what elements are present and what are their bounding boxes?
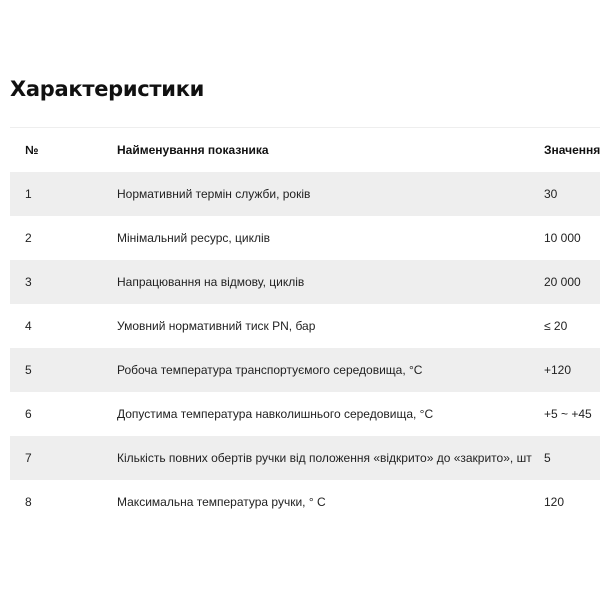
- row-number: 4: [25, 319, 32, 333]
- specs-table: [10, 127, 600, 524]
- row-name: Мінімальний ресурс, циклів: [117, 231, 271, 245]
- row-number: 6: [25, 407, 32, 421]
- row-number: 8: [25, 495, 32, 509]
- row-name: Умовний нормативний тиск PN, бар: [117, 319, 316, 333]
- column-header-name: Найменування показника: [117, 143, 269, 157]
- table-row: [10, 172, 600, 216]
- page-title: Характеристики: [10, 77, 205, 101]
- table-row: [10, 260, 600, 304]
- row-value: 5: [544, 451, 551, 465]
- column-header-value: Значення: [544, 143, 600, 157]
- row-value: 10 000: [544, 231, 581, 245]
- table-row: [10, 436, 600, 480]
- row-value: ≤ 20: [544, 319, 568, 333]
- row-number: 1: [25, 187, 32, 201]
- row-number: 7: [25, 451, 32, 465]
- row-value: 120: [544, 495, 565, 509]
- row-value: +120: [544, 363, 572, 377]
- column-header-number: №: [25, 143, 39, 157]
- table-row: [10, 216, 600, 260]
- row-name: Нормативний термін служби, років: [117, 187, 311, 201]
- row-name: Напрацювання на відмову, циклів: [117, 275, 305, 289]
- row-name: Допустима температура навколишнього середовища, °С: [117, 407, 434, 421]
- table-row: [10, 480, 600, 524]
- table-row: [10, 392, 600, 436]
- row-value: 20 000: [544, 275, 581, 289]
- table-row: [10, 304, 600, 348]
- row-name: Кількість повних обертів ручки від положення «відкрито» до «закрито», шт: [117, 451, 532, 465]
- row-name: Максимальна температура ручки, ° С: [117, 495, 326, 509]
- row-number: 3: [25, 275, 32, 289]
- row-value: 30: [544, 187, 558, 201]
- table-row: [10, 348, 600, 392]
- table-header-row: [10, 128, 600, 172]
- row-name: Робоча температура транспортуємого середовища, °С: [117, 363, 423, 377]
- row-number: 5: [25, 363, 32, 377]
- row-value: +5 ~ +45: [544, 407, 592, 421]
- row-number: 2: [25, 231, 32, 245]
